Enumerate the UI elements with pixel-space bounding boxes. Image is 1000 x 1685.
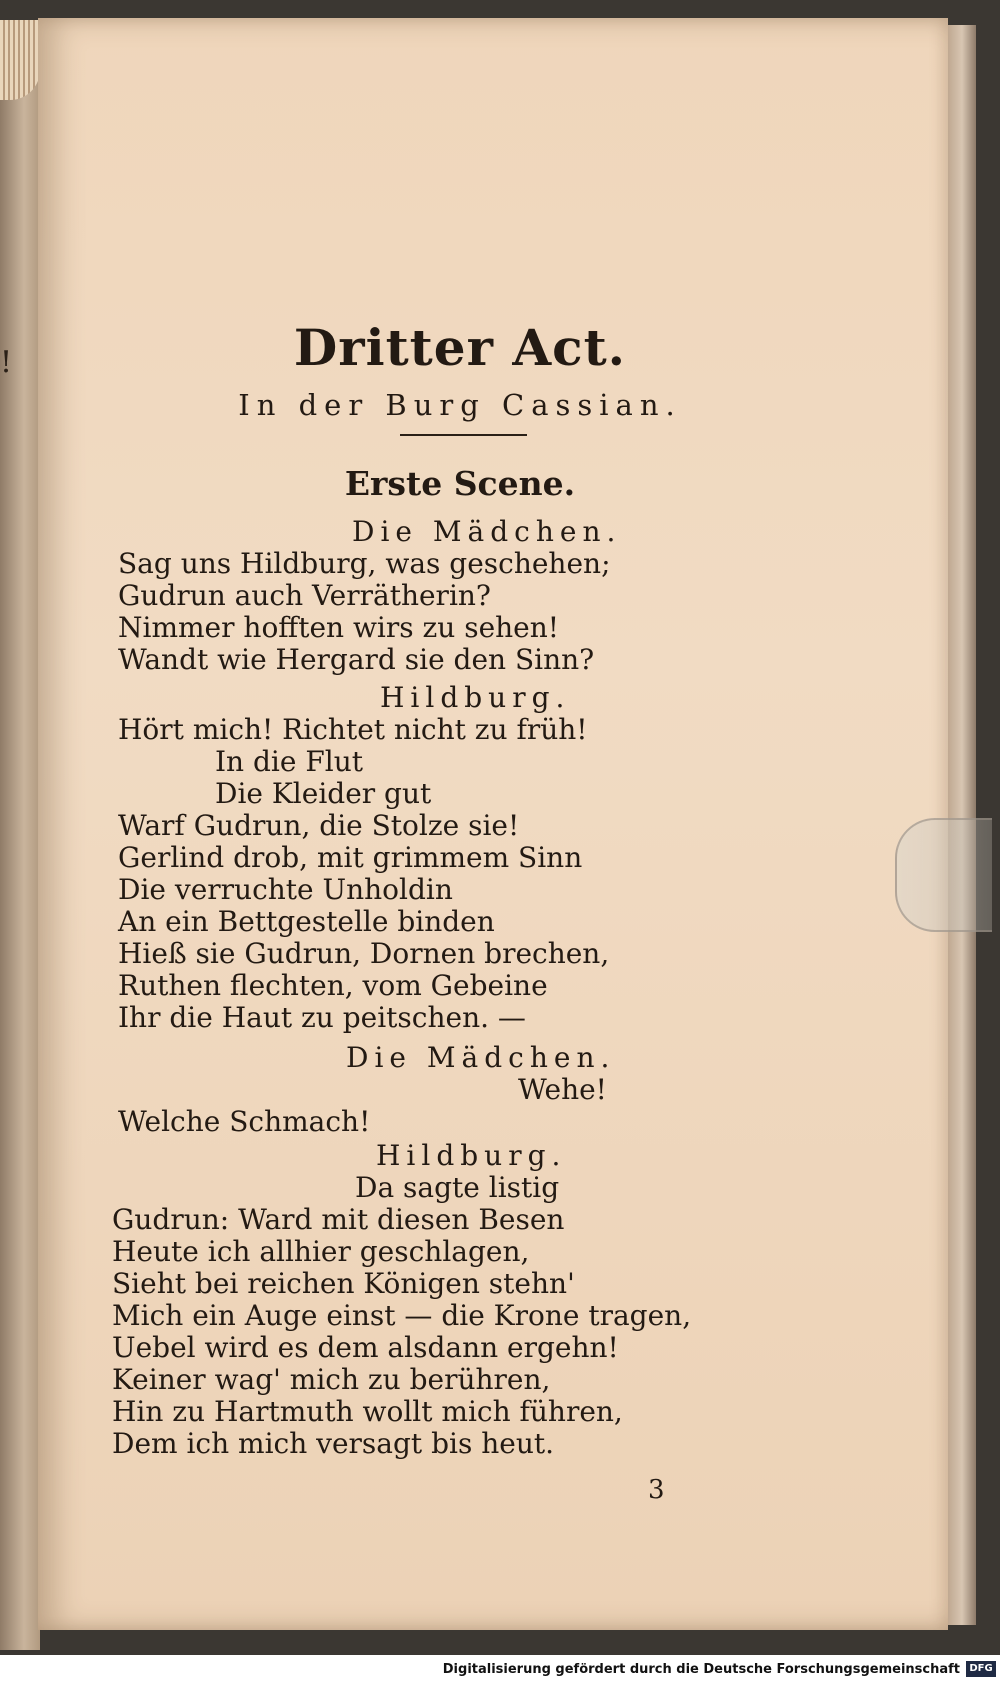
verse-line: Gudrun: Ward mit diesen Besen — [112, 1203, 565, 1236]
verse-line: Wehe! — [518, 1073, 607, 1106]
verse-line: Hieß sie Gudrun, Dornen brechen, — [118, 937, 610, 970]
verse-line: Warf Gudrun, die Stolze sie! — [118, 809, 520, 842]
verse-line: Dem ich mich versagt bis heut. — [112, 1427, 555, 1460]
verse-line: Die verruchte Unholdin — [118, 873, 453, 906]
verse-line: Uebel wird es dem alsdann ergehn! — [112, 1331, 619, 1364]
divider-rule — [400, 434, 527, 436]
footer-bar — [0, 1655, 1000, 1685]
speaker-line: Die Mädchen. — [352, 515, 622, 548]
dfg-logo: DFG — [966, 1661, 996, 1677]
speaker-line: Hildburg. — [376, 1139, 567, 1172]
left-margin-mark: ! — [0, 345, 13, 380]
verse-line: Die Kleider gut — [215, 777, 432, 810]
verse-line: Keiner wag' mich zu berühren, — [112, 1363, 551, 1396]
verse-line: Gudrun auch Verrätherin? — [118, 579, 491, 612]
verse-line: Da sagte listig — [355, 1171, 560, 1204]
verse-line: Ihr die Haut zu peitschen. — — [118, 1001, 526, 1034]
verse-line: Welche Schmach! — [118, 1105, 371, 1138]
act-title: Dritter Act. — [293, 318, 627, 377]
page-number: 3 — [648, 1475, 665, 1505]
verse-line: Nimmer hofften wirs zu sehen! — [118, 611, 560, 644]
footer-credit: Digitalisierung gefördert durch die Deutsche Forschungsgemeinschaft — [442, 1662, 960, 1677]
verse-line: Heute ich allhier geschlagen, — [112, 1235, 530, 1268]
verse-line: Sag uns Hildburg, was geschehen; — [118, 547, 611, 580]
verse-line: In die Flut — [215, 745, 364, 778]
verse-line: Hin zu Hartmuth wollt mich führen, — [112, 1395, 623, 1428]
verse-line: Sieht bei reichen Königen stehn' — [112, 1267, 575, 1300]
speaker-line: Hildburg. — [380, 681, 571, 714]
verse-line: Wandt wie Hergard sie den Sinn? — [118, 643, 595, 676]
verse-line: Mich ein Auge einst — die Krone tragen, — [112, 1299, 692, 1332]
act-subtitle: In der Burg Cassian. — [238, 388, 682, 422]
scene-title: Erste Scene. — [344, 464, 576, 503]
verse-line: An ein Bettgestelle binden — [118, 905, 495, 938]
verse-line: Hört mich! Richtet nicht zu früh! — [118, 713, 588, 746]
speaker-line: Die Mädchen. — [346, 1041, 616, 1074]
verse-line: Ruthen flechten, vom Gebeine — [118, 969, 548, 1002]
verse-line: Gerlind drob, mit grimmem Sinn — [118, 841, 583, 874]
